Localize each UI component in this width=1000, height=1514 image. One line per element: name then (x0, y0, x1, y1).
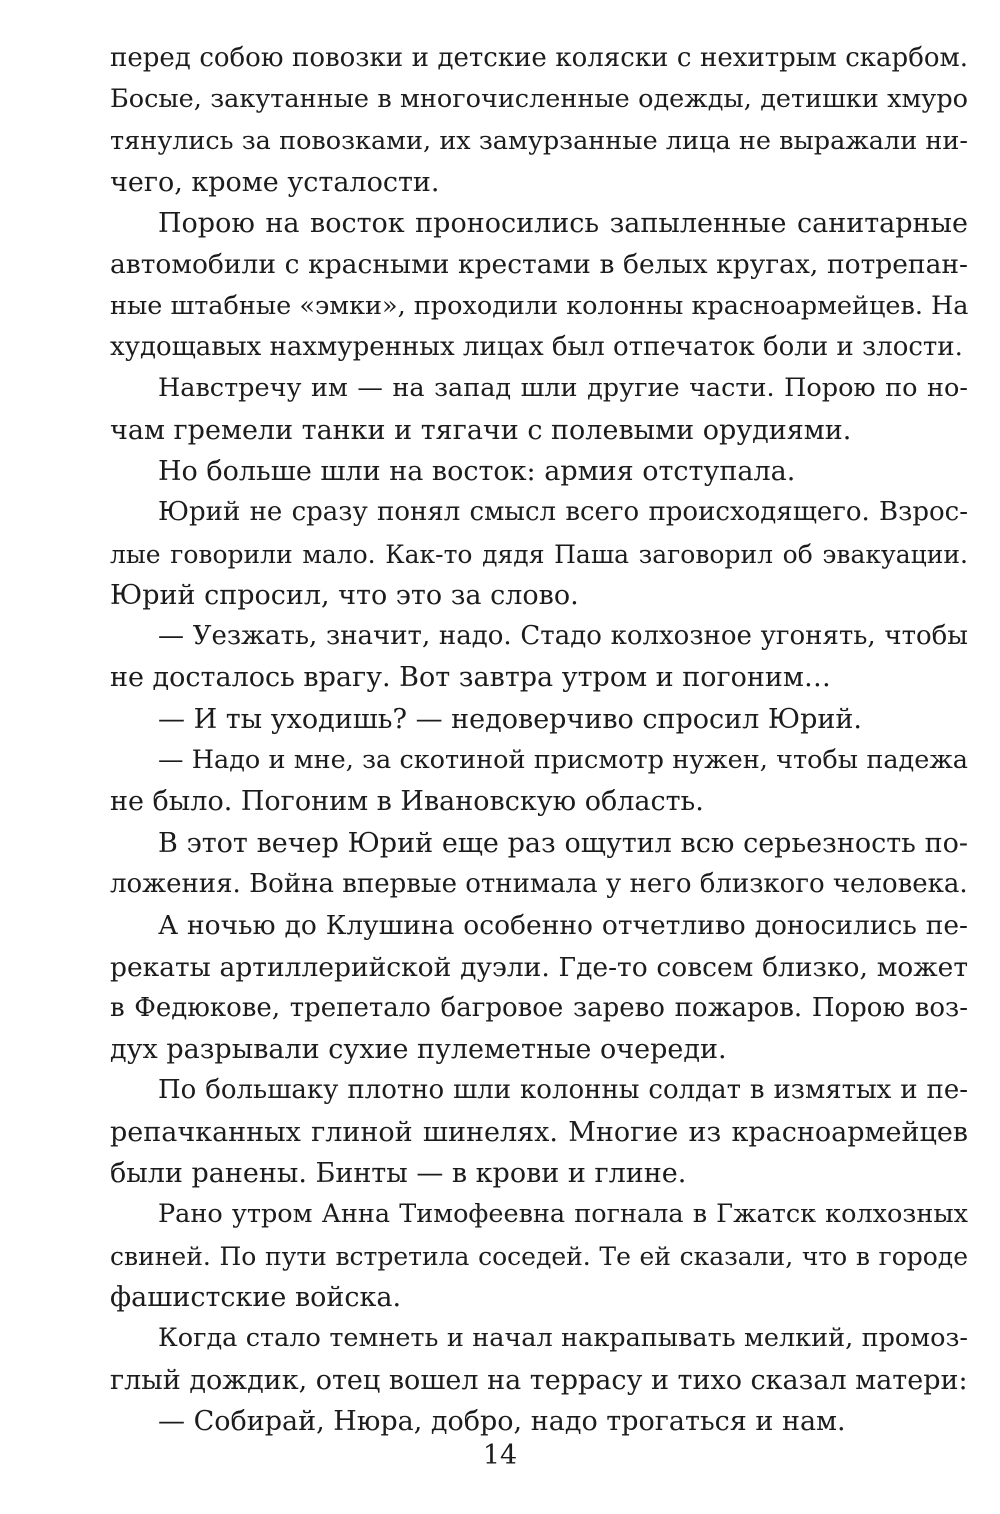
text-line: Но больше шли на восток: армия отступала. (158, 455, 796, 487)
text-line: Когда стало темнеть и начал накрапывать мелкий, промоз- (158, 1323, 968, 1354)
text-line: были ранены. Бинты — в крови и глине. (110, 1158, 687, 1190)
text-line: не досталось врагу. Вот завтра утром и погоним… (110, 662, 831, 694)
text-line: По большаку плотно шли колонны солдат в измятых и пе- (158, 1075, 968, 1106)
text-line: Навстречу им — на запад шли другие части. Порою по но- (158, 373, 968, 404)
text-line: автомобили с красными крестами в белых кругах, потрепан- (110, 249, 968, 281)
text-line: — Надо и мне, за скотиной присмотр нужен, чтобы падежа (158, 745, 968, 776)
text-line: рекаты артиллерийской дуэли. Где-то совсем близко, может (110, 951, 968, 983)
text-line: чам гремели танки и тягачи с полевыми орудиями. (110, 414, 852, 446)
text-line: репачканных глиной шинелях. Многие из красноармейцев (110, 1116, 968, 1148)
text-line: — И ты уходишь? — недоверчиво спросил Юрий. (158, 703, 862, 735)
text-line: Юрий спросил, что это за слово. (110, 579, 579, 611)
text-line: тянулись за повозками, их замурзанные лица не выражали ни- (110, 125, 968, 156)
page-number: 14 (482, 1440, 518, 1471)
text-line: не было. Погоним в Ивановскую область. (110, 786, 704, 818)
text-line: Босые, закутанные в многочисленные одежды, детишки хмуро (110, 84, 968, 115)
text-line: лые говорили мало. Как-то дядя Паша заговорил об эвакуации. (110, 539, 968, 569)
text-line: В этот вечер Юрий еще раз ощутил всю серьезность по- (158, 827, 968, 859)
text-line: перед собою повозки и детские коляски с нехитрым скарбом. (110, 43, 968, 73)
text-line: чего, кроме усталости. (110, 166, 440, 198)
text-line: глый дождик, отец вошел на террасу и тихо сказал матери: (110, 1364, 968, 1396)
text-line: фашистские войска. (110, 1281, 402, 1313)
text-line: Порою на восток проносились запыленные санитарные (158, 208, 968, 240)
text-line: — Уезжать, значит, надо. Стадо колхозное угонять, чтобы (158, 621, 968, 652)
text-line: Юрий не сразу понял смысл всего происходящего. Взрос- (158, 497, 968, 528)
text-line: в Федюкове, трепетало багровое зарево пожаров. Порою воз- (110, 992, 968, 1023)
text-line: худощавых нахмуренных лицах был отпечаток боли и злости. (110, 332, 963, 363)
text-line: ные штабные «эмки», проходили колонны красноармейцев. На (110, 290, 969, 321)
text-line: ложения. Война впервые отнимала у него близкого человека. (110, 868, 968, 899)
text-line: дух разрывали сухие пулеметные очереди. (110, 1034, 727, 1066)
text-line: Рано утром Анна Тимофеевна погнала в Гжатск колхозных (158, 1199, 968, 1230)
body-text (110, 38, 968, 1442)
text-line: свиней. По пути встретила соседей. Те ей сказали, что в городе (110, 1241, 968, 1271)
text-line: — Собирай, Нюра, добро, надо трогаться и нам. (158, 1405, 846, 1437)
text-line: А ночью до Клушина особенно отчетливо доносились пе- (158, 910, 968, 942)
